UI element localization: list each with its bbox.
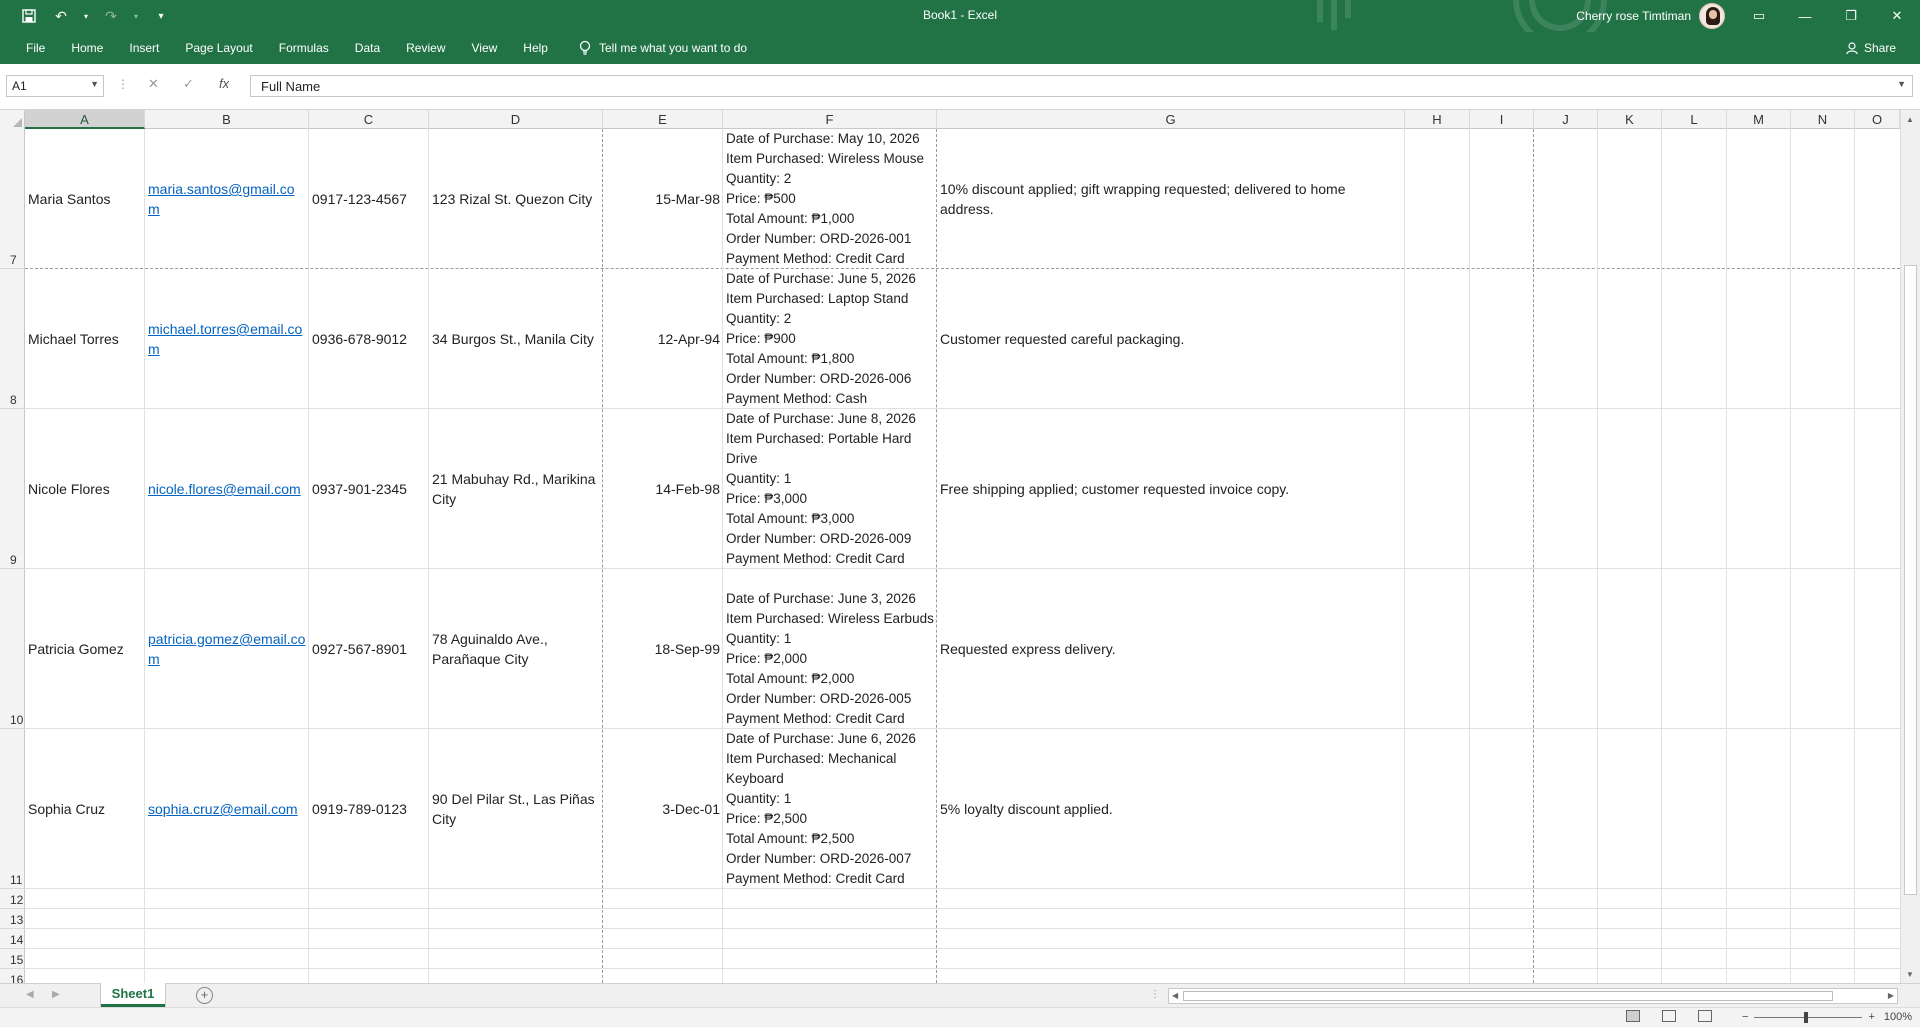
- zoom-out-icon[interactable]: −: [1742, 1011, 1749, 1023]
- row-gridline: [25, 948, 1900, 949]
- purchase-detail-line: Date of Purchase: June 6, 2026: [726, 731, 916, 746]
- cell-address[interactable]: [432, 409, 600, 569]
- purchase-detail-line: Price: ₱500: [726, 191, 796, 206]
- cell-text: 0927-567-8901: [312, 641, 407, 657]
- cell-text: 10% discount applied; gift wrapping requested; delivered to home address.: [940, 181, 1346, 217]
- purchase-detail-line: Date of Purchase: June 5, 2026: [726, 271, 916, 286]
- purchase-detail-line: Payment Method: Credit Card: [726, 711, 905, 726]
- purchase-detail-line: Item Purchased: Wireless Earbuds: [726, 611, 934, 626]
- scroll-up-icon[interactable]: ▲: [1906, 115, 1914, 124]
- column-gridline: [602, 129, 603, 983]
- cell-notes[interactable]: [940, 129, 1402, 269]
- tab-file[interactable]: File: [26, 41, 46, 55]
- cell-name[interactable]: [28, 129, 142, 269]
- tab-home[interactable]: Home: [71, 41, 104, 55]
- cell-text: 0936-678-9012: [312, 331, 407, 347]
- row-header-10[interactable]: [0, 569, 25, 729]
- column-gridline: [1533, 129, 1534, 983]
- cell-text: 34 Burgos St., Manila City: [432, 331, 594, 347]
- column-header-g[interactable]: G: [937, 110, 1405, 129]
- cell-purchase-details[interactable]: [726, 269, 936, 409]
- cell-birthdate[interactable]: [606, 409, 720, 569]
- column-gridline: [428, 129, 429, 983]
- formula-input[interactable]: [250, 75, 1913, 97]
- column-gridline: [1854, 129, 1855, 983]
- cell-notes[interactable]: [940, 729, 1402, 889]
- cell-name[interactable]: [28, 569, 142, 729]
- purchase-detail-line: Date of Purchase: June 3, 2026: [726, 591, 916, 606]
- row-number: 9: [10, 553, 17, 567]
- cancel-entry-icon[interactable]: ✕: [148, 76, 159, 91]
- avatar: [1699, 3, 1725, 29]
- column-gridline: [936, 129, 937, 983]
- tab-view[interactable]: View: [471, 41, 498, 55]
- cell-text: 0919-789-0123: [312, 801, 407, 817]
- cell-address[interactable]: [432, 269, 600, 409]
- cell-text: 18-Sep-99: [654, 641, 720, 657]
- row-number: 16: [10, 973, 24, 983]
- purchase-detail-line: Date of Purchase: June 8, 2026: [726, 411, 916, 426]
- cell-text: 0917-123-4567: [312, 191, 407, 207]
- cell-text: 123 Rizal St. Quezon City: [432, 191, 593, 207]
- normal-view-icon[interactable]: [1626, 1010, 1640, 1022]
- column-header-i[interactable]: I: [1470, 110, 1534, 129]
- cell-text: 78 Aguinaldo Ave., Parañaque City: [432, 631, 548, 667]
- cell-text: 0937-901-2345: [312, 481, 407, 497]
- scroll-left-icon[interactable]: ◀: [1172, 991, 1179, 1000]
- cell-email[interactable]: [148, 729, 306, 889]
- chevron-down-icon[interactable]: ▼: [90, 79, 99, 89]
- minimize-icon[interactable]: —: [1798, 8, 1812, 24]
- cell-phone[interactable]: [312, 129, 426, 269]
- row-header-14[interactable]: [0, 929, 25, 949]
- column-header-m[interactable]: M: [1727, 110, 1791, 129]
- row-gridline: [25, 928, 1900, 929]
- name-box-value: A1: [12, 79, 27, 93]
- cell-text: Maria Santos: [28, 191, 111, 207]
- row-header-7[interactable]: [0, 129, 25, 269]
- undo-dropdown-icon[interactable]: ▾: [83, 11, 88, 21]
- cell-name[interactable]: [28, 409, 142, 569]
- column-gridline: [1597, 129, 1598, 983]
- tab-review[interactable]: Review: [406, 41, 446, 55]
- purchase-detail-line: Order Number: ORD-2026-001: [726, 231, 912, 246]
- undo-icon[interactable]: ↶: [55, 7, 67, 24]
- share-label: Share: [1863, 41, 1896, 55]
- vertical-scroll-thumb[interactable]: [1904, 265, 1917, 895]
- user-account[interactable]: [1576, 3, 1725, 29]
- share-person-icon: [1846, 42, 1859, 55]
- row-number: 12: [10, 893, 24, 907]
- cell-purchase-details[interactable]: [726, 409, 936, 569]
- cell-text: 5% loyalty discount applied.: [940, 801, 1113, 817]
- purchase-detail-line: Quantity: 1: [726, 791, 792, 806]
- cell-text: Patricia Gomez: [28, 641, 124, 657]
- new-sheet-icon[interactable]: +: [196, 987, 213, 1004]
- cell-text: 90 Del Pilar St., Las Piñas City: [432, 791, 595, 827]
- purchase-detail-line: Order Number: ORD-2026-007: [726, 851, 912, 866]
- cell-text: Sophia Cruz: [28, 801, 106, 817]
- column-gridline: [308, 129, 309, 983]
- purchase-detail-line: Quantity: 2: [726, 311, 792, 326]
- tab-insert[interactable]: Insert: [129, 41, 160, 55]
- close-icon[interactable]: ✕: [1891, 8, 1903, 23]
- cell-email[interactable]: [148, 129, 306, 269]
- purchase-detail-line: Total Amount: ₱1,000: [726, 211, 855, 226]
- status-bar: [0, 1007, 1920, 1027]
- worksheet[interactable]: [0, 110, 1920, 983]
- cell-text: Requested express delivery.: [940, 641, 1116, 657]
- cell-text: 21 Mabuhay Rd., Marikina City: [432, 471, 596, 507]
- email-link[interactable]: michael.torres@email.com: [148, 321, 303, 357]
- column-headers: [0, 110, 1920, 129]
- row-header-13[interactable]: [0, 909, 25, 929]
- cell-email[interactable]: [148, 269, 306, 409]
- tab-help[interactable]: Help: [523, 41, 548, 55]
- cell-address[interactable]: [432, 569, 600, 729]
- row-header-11[interactable]: [0, 729, 25, 889]
- cell-text: Free shipping applied; customer requested invoice copy.: [940, 481, 1290, 497]
- user-name: Cherry rose Timtiman: [1576, 9, 1691, 23]
- cell-email[interactable]: [148, 409, 306, 569]
- purchase-detail-line: Price: ₱3,000: [726, 491, 808, 506]
- redo-dropdown-icon[interactable]: ▾: [133, 11, 138, 21]
- insert-function-icon[interactable]: fx: [219, 76, 230, 91]
- cell-birthdate[interactable]: [606, 269, 720, 409]
- zoom-level[interactable]: 100%: [1883, 1011, 1912, 1023]
- cell-text: 12-Apr-94: [657, 331, 720, 347]
- column-header-n[interactable]: N: [1791, 110, 1855, 129]
- cell-birthdate[interactable]: [606, 729, 720, 889]
- name-box[interactable]: [6, 75, 104, 97]
- purchase-detail-line: Quantity: 2: [726, 171, 792, 186]
- window-title: Book1 - Excel: [922, 8, 998, 22]
- cell-text: 14-Feb-98: [655, 481, 720, 497]
- column-gridline: [144, 129, 145, 983]
- scroll-right-icon[interactable]: ▶: [1887, 991, 1894, 1000]
- purchase-detail-line: Price: ₱2,500: [726, 811, 808, 826]
- cell-email[interactable]: [148, 569, 306, 729]
- zoom-track[interactable]: [1754, 1017, 1862, 1018]
- column-header-c[interactable]: C: [309, 110, 429, 129]
- purchase-detail-line: Item Purchased: Portable Hard Drive: [726, 431, 912, 466]
- purchase-detail-line: Quantity: 1: [726, 631, 792, 646]
- cell-phone[interactable]: [312, 269, 426, 409]
- column-gridline: [1469, 129, 1470, 983]
- column-gridline: [1726, 129, 1727, 983]
- cell-address[interactable]: [432, 729, 600, 889]
- purchase-detail-line: Order Number: ORD-2026-005: [726, 691, 912, 706]
- purchase-detail-line: Payment Method: Credit Card: [726, 251, 905, 266]
- formula-bar: [0, 64, 1920, 110]
- horizontal-scrollbar[interactable]: [1168, 988, 1898, 1004]
- row-number: 8: [10, 393, 17, 407]
- cell-text: 15-Mar-98: [655, 191, 720, 207]
- row-headers: [0, 129, 25, 983]
- title-bar: [0, 0, 1920, 32]
- purchase-detail-line: Total Amount: ₱1,800: [726, 351, 855, 366]
- purchase-detail-line: Price: ₱900: [726, 331, 796, 346]
- row-number: 15: [10, 953, 24, 967]
- tab-split-grip-icon[interactable]: ⋮: [1150, 989, 1160, 1000]
- cell-notes[interactable]: [940, 269, 1402, 409]
- row-header-9[interactable]: [0, 409, 25, 569]
- horizontal-scroll-thumb[interactable]: [1183, 991, 1833, 1001]
- column-header-a[interactable]: A: [25, 110, 145, 129]
- purchase-detail-line: Payment Method: Credit Card: [726, 551, 905, 566]
- purchase-detail-line: Price: ₱2,000: [726, 651, 808, 666]
- row-number: 14: [10, 933, 24, 947]
- purchase-detail-line: Total Amount: ₱2,000: [726, 671, 855, 686]
- page-layout-view-icon[interactable]: [1662, 1010, 1676, 1022]
- purchase-detail-line: Total Amount: ₱2,500: [726, 831, 855, 846]
- column-header-o[interactable]: O: [1855, 110, 1900, 129]
- column-header-e[interactable]: E: [603, 110, 723, 129]
- zoom-in-icon[interactable]: +: [1868, 1011, 1875, 1023]
- cell-phone[interactable]: [312, 729, 426, 889]
- vertical-scrollbar[interactable]: [1900, 110, 1920, 983]
- scroll-down-icon[interactable]: ▼: [1906, 970, 1914, 979]
- row-number: 10: [10, 713, 24, 727]
- row-gridline: [25, 908, 1900, 909]
- row-number: 13: [10, 913, 24, 927]
- zoom-slider[interactable]: [1742, 1011, 1875, 1023]
- sheet-tab-sheet1[interactable]: Sheet1: [101, 983, 165, 1007]
- window-controls: [1736, 0, 1920, 32]
- share-button[interactable]: [1846, 41, 1896, 55]
- purchase-detail-line: Item Purchased: Mechanical Keyboard: [726, 751, 897, 786]
- email-link[interactable]: sophia.cruz@email.com: [148, 801, 298, 817]
- row-number: 7: [10, 253, 17, 267]
- ribbon-display-options-icon[interactable]: ▭: [1752, 8, 1766, 23]
- cell-purchase-details[interactable]: [726, 729, 936, 889]
- cell-text: Customer requested careful packaging.: [940, 331, 1185, 347]
- cell-address[interactable]: [432, 129, 600, 269]
- redo-icon[interactable]: ↷: [105, 7, 117, 24]
- column-header-l[interactable]: L: [1662, 110, 1727, 129]
- email-link[interactable]: patricia.gomez@email.com: [148, 631, 306, 667]
- tab-formulas[interactable]: Formulas: [278, 41, 329, 55]
- select-all-button[interactable]: [0, 110, 25, 129]
- cell-purchase-details[interactable]: [726, 569, 936, 729]
- row-number: 11: [10, 873, 23, 887]
- purchase-detail-line: Date of Purchase: May 10, 2026: [726, 131, 920, 146]
- column-header-d[interactable]: D: [429, 110, 603, 129]
- column-header-j[interactable]: J: [1534, 110, 1598, 129]
- tell-me-label: Tell me what you want to do: [598, 41, 748, 55]
- email-link[interactable]: maria.santos@gmail.com: [148, 181, 295, 217]
- cell-name[interactable]: [28, 729, 142, 889]
- formula-bar-grip-icon[interactable]: ⋮: [117, 77, 129, 91]
- row-header-15[interactable]: [0, 949, 25, 969]
- column-gridline: [1661, 129, 1662, 983]
- row-gridline: [25, 968, 1900, 969]
- tell-me-box[interactable]: [561, 32, 760, 64]
- cell-text: Nicole Flores: [28, 481, 110, 497]
- cell-text: Michael Torres: [28, 331, 119, 347]
- next-sheet-icon[interactable]: ▶: [52, 989, 60, 1000]
- purchase-detail-line: Item Purchased: Wireless Mouse: [726, 151, 925, 166]
- column-header-f[interactable]: F: [723, 110, 937, 129]
- cell-notes[interactable]: [940, 409, 1402, 569]
- restore-icon[interactable]: ❐: [1845, 8, 1857, 23]
- ribbon-tabs: [13, 32, 760, 64]
- cell-birthdate[interactable]: [606, 569, 720, 729]
- cell-phone[interactable]: [312, 569, 426, 729]
- email-link[interactable]: nicole.flores@email.com: [148, 481, 301, 497]
- purchase-detail-line: Total Amount: ₱3,000: [726, 511, 855, 526]
- row-header-12[interactable]: [0, 889, 25, 909]
- purchase-detail-line: Quantity: 1: [726, 471, 792, 486]
- purchase-detail-line: Order Number: ORD-2026-009: [726, 531, 912, 546]
- column-gridline: [1790, 129, 1791, 983]
- cell-phone[interactable]: [312, 409, 426, 569]
- purchase-detail-line: Item Purchased: Laptop Stand: [726, 291, 909, 306]
- column-header-k[interactable]: K: [1598, 110, 1662, 129]
- zoom-handle[interactable]: [1804, 1012, 1808, 1023]
- cell-name[interactable]: [28, 269, 142, 409]
- prev-sheet-icon[interactable]: ◀: [26, 989, 34, 1000]
- column-header-h[interactable]: H: [1405, 110, 1470, 129]
- row-header-8[interactable]: [0, 269, 25, 409]
- cell-grid[interactable]: [25, 129, 1900, 983]
- sheet-tab-bar: [0, 983, 1920, 1007]
- tab-data[interactable]: Data: [354, 41, 381, 55]
- purchase-detail-line: Payment Method: Credit Card: [726, 871, 905, 886]
- expand-formula-bar-icon[interactable]: ▼: [1897, 79, 1906, 89]
- customize-toolbar-icon[interactable]: ▾: [158, 10, 164, 22]
- cell-purchase-details[interactable]: [726, 129, 936, 269]
- cell-birthdate[interactable]: [606, 129, 720, 269]
- ribbon: [0, 32, 1920, 64]
- cell-notes[interactable]: [940, 569, 1402, 729]
- column-header-b[interactable]: B: [145, 110, 309, 129]
- column-gridline: [722, 129, 723, 983]
- column-gridline: [1404, 129, 1405, 983]
- formula-value: Full Name: [261, 79, 321, 94]
- row-header-16[interactable]: [0, 969, 25, 983]
- page-break-view-icon[interactable]: [1698, 1010, 1712, 1022]
- cell-text: 3-Dec-01: [662, 801, 720, 817]
- confirm-entry-icon[interactable]: ✓: [183, 76, 194, 91]
- tab-page-layout[interactable]: Page Layout: [185, 41, 253, 55]
- lightbulb-icon: [579, 40, 591, 56]
- purchase-detail-line: Order Number: ORD-2026-006: [726, 371, 912, 386]
- purchase-detail-line: Payment Method: Cash: [726, 391, 868, 406]
- view-switcher: [1626, 1010, 1712, 1022]
